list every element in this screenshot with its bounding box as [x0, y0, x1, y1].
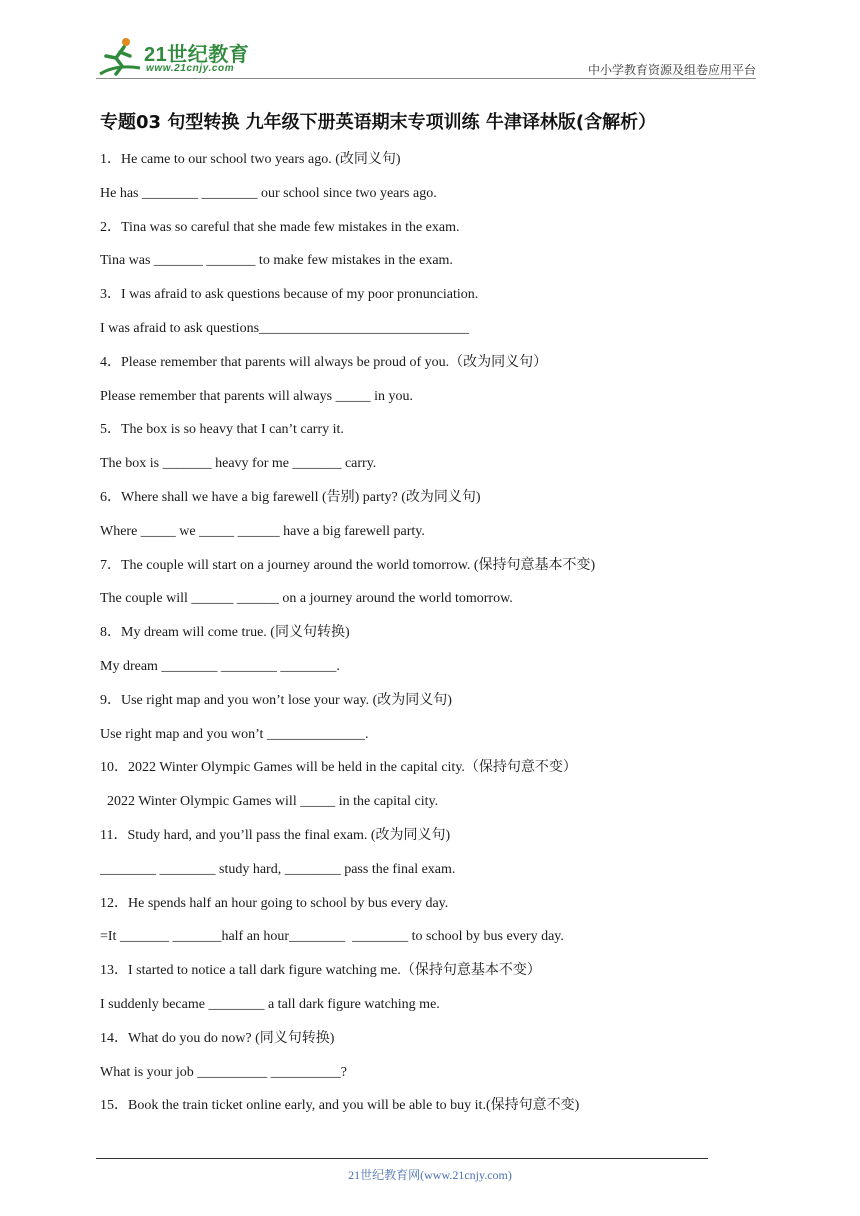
- question-line: 13．I started to notice a tall dark figure watching me.（保持句意基本不变）: [100, 963, 541, 979]
- answer-line: Where _____ we _____ ______ have a big farewell party.: [100, 523, 425, 539]
- footer-divider: [96, 1158, 708, 1159]
- question-line: 5．The box is so heavy that I can’t carry it.: [100, 422, 344, 438]
- question-line: 14．What do you do now? (同义句转换): [100, 1030, 335, 1046]
- answer-line: The box is _______ heavy for me _______ carry.: [100, 456, 377, 472]
- question-line: 8．My dream will come true. (同义句转换): [100, 625, 350, 641]
- brand-name: 21世纪教育: [144, 44, 250, 66]
- answer-line: =It _______ _______half an hour________ ________ to school by bus every day.: [100, 929, 564, 945]
- answer-line: Tina was _______ _______ to make few mistakes in the exam.: [100, 253, 453, 269]
- answer-line: My dream ________ ________ ________.: [100, 658, 340, 674]
- question-line: 9．Use right map and you won’t lose your way. (改为同义句): [100, 692, 452, 708]
- question-line: 10．2022 Winter Olympic Games will be held in the capital city.（保持句意不变）: [100, 760, 577, 776]
- question-line: 12．He spends half an hour going to school by bus every day.: [100, 895, 449, 911]
- answer-line: I suddenly became ________ a tall dark figure watching me.: [100, 996, 440, 1012]
- page-title: 专题03 句型转换 九年级下册英语期末专项训练 牛津译林版(含解析）: [100, 112, 657, 133]
- platform-tagline: 中小学教育资源及组卷应用平台: [587, 63, 756, 77]
- runner-logo-icon: [96, 34, 144, 80]
- question-line: 3．I was afraid to ask questions because of my poor pronunciation.: [100, 287, 479, 303]
- question-line: 7．The couple will start on a journey around the world tomorrow. (保持句意基本不变): [100, 557, 596, 573]
- question-line: 1．He came to our school two years ago. (改同义句): [100, 152, 401, 167]
- answer-line: He has ________ ________ our school since two years ago.: [100, 185, 437, 201]
- answer-line: Please remember that parents will always _____ in you.: [100, 388, 413, 404]
- answer-line: 2022 Winter Olympic Games will _____ in the capital city.: [100, 794, 439, 810]
- question-list: [100, 150, 740, 1130]
- brand-site: www.21cnjy.com: [146, 63, 235, 74]
- answer-line: I was afraid to ask questions______________________________: [100, 320, 470, 336]
- answer-line: The couple will ______ ______ on a journey around the world tomorrow.: [100, 591, 513, 607]
- answer-line: Use right map and you won’t ______________.: [100, 726, 369, 742]
- site-logo: [96, 34, 276, 80]
- question-line: 6．Where shall we have a big farewell (告别) party? (改为同义句): [100, 489, 481, 505]
- header-divider: [96, 78, 756, 79]
- question-line: 11．Study hard, and you’ll pass the final exam. (改为同义句): [100, 827, 451, 843]
- question-line: 2．Tina was so careful that she made few mistakes in the exam.: [100, 219, 460, 235]
- question-line: 4．Please remember that parents will always be proud of you.（改为同义句）: [100, 354, 548, 370]
- answer-line: What is your job __________ __________?: [100, 1064, 347, 1080]
- answer-line: ________ ________ study hard, ________ pass the final exam.: [100, 861, 456, 877]
- footer-link[interactable]: 21世纪教育网(www.21cnjy.com): [348, 1168, 512, 1182]
- question-line: 15．Book the train ticket online early, and you will be able to buy it.(保持句意不变): [100, 1098, 580, 1114]
